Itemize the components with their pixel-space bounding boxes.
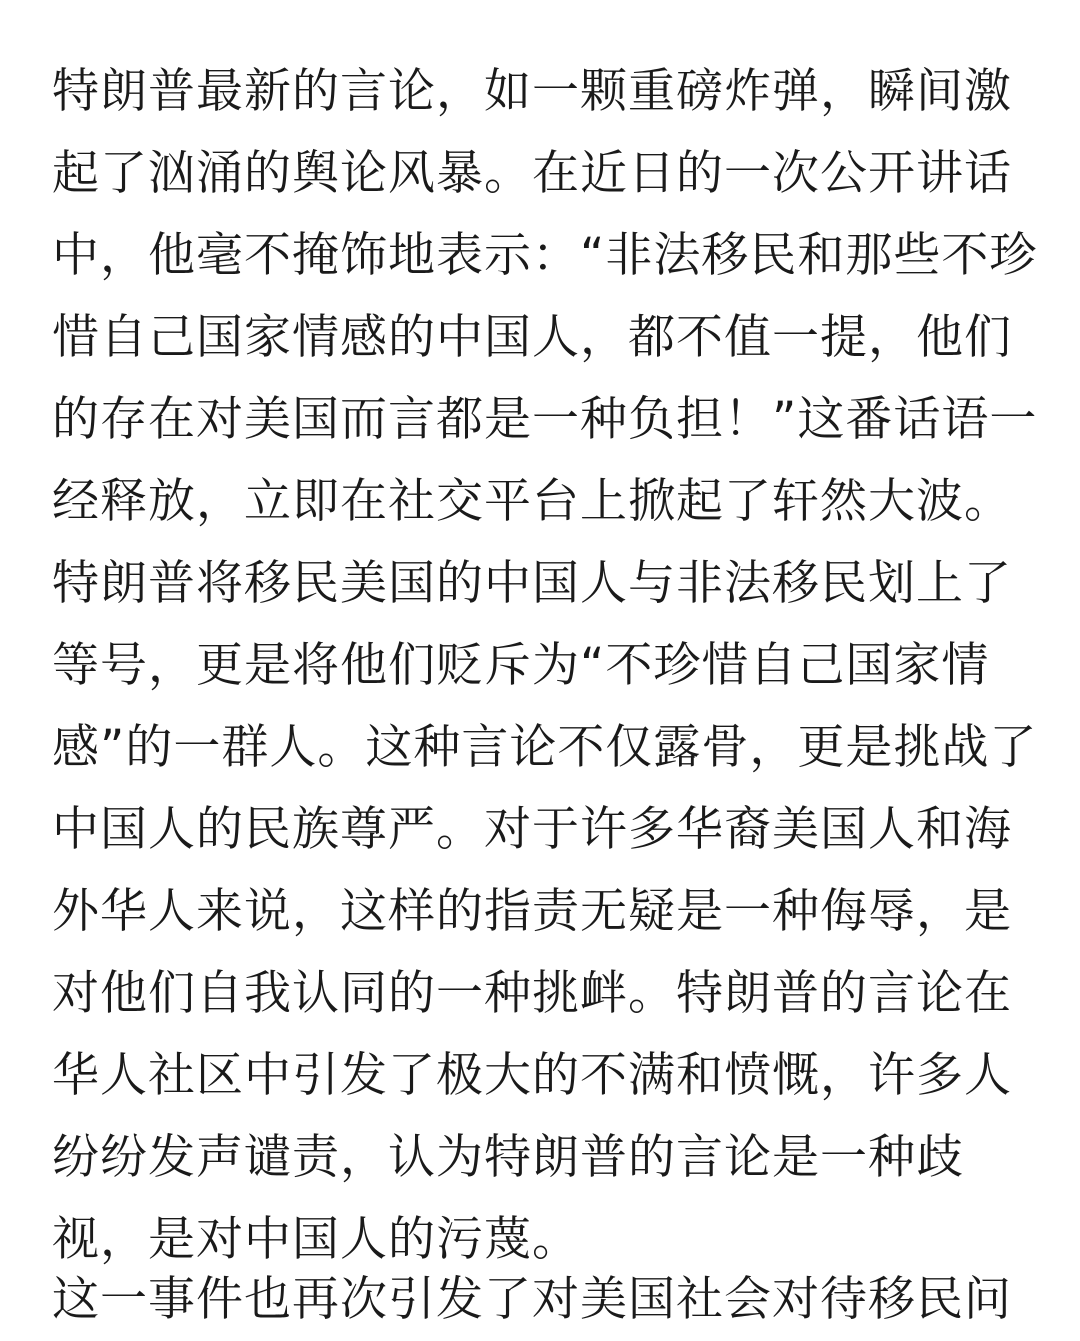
article-line-12: 对他们自我认同的一种挑衅。特朗普的言论在 [52, 966, 1012, 1021]
article-line-6: 经释放，立即在社交平台上掀起了轩然大波。 [52, 474, 1012, 529]
article-line-7: 特朗普将移民美国的中国人与非法移民划上了 [52, 556, 1012, 611]
article-line-11: 外华人来说，这样的指责无疑是一种侮辱，是 [52, 884, 1012, 939]
article-line-15: 视，是对中国人的污蔑。 [52, 1212, 580, 1267]
article-line-1: 特朗普最新的言论，如一颗重磅炸弹，瞬间激 [52, 64, 1012, 119]
article-line-14: 纷纷发声谴责，认为特朗普的言论是一种歧 [52, 1130, 964, 1185]
article-line-13: 华人社区中引发了极大的不满和愤慨，许多人 [52, 1048, 1012, 1103]
article-line-5: 的存在对美国而言都是一种负担！”这番话语一 [52, 392, 1038, 447]
article-line-2: 起了汹涌的舆论风暴。在近日的一次公开讲话 [52, 146, 1012, 201]
article-line-3: 中，他毫不掩饰地表示：“非法移民和那些不珍 [52, 228, 1038, 283]
article-line-8: 等号，更是将他们贬斥为“不珍惜自己国家情 [52, 638, 990, 693]
article-line-10: 中国人的民族尊严。对于许多华裔美国人和海 [52, 802, 1012, 857]
article-body [52, 51, 1042, 1281]
article-line-cutoff: 这一事件也再次引发了对美国社会对待移民问 [52, 1272, 1012, 1327]
article-line-9: 感”的一群人。这种言论不仅露骨，更是挑战了 [52, 720, 1038, 775]
article-line-4: 惜自己国家情感的中国人，都不值一提，他们 [52, 310, 1012, 365]
